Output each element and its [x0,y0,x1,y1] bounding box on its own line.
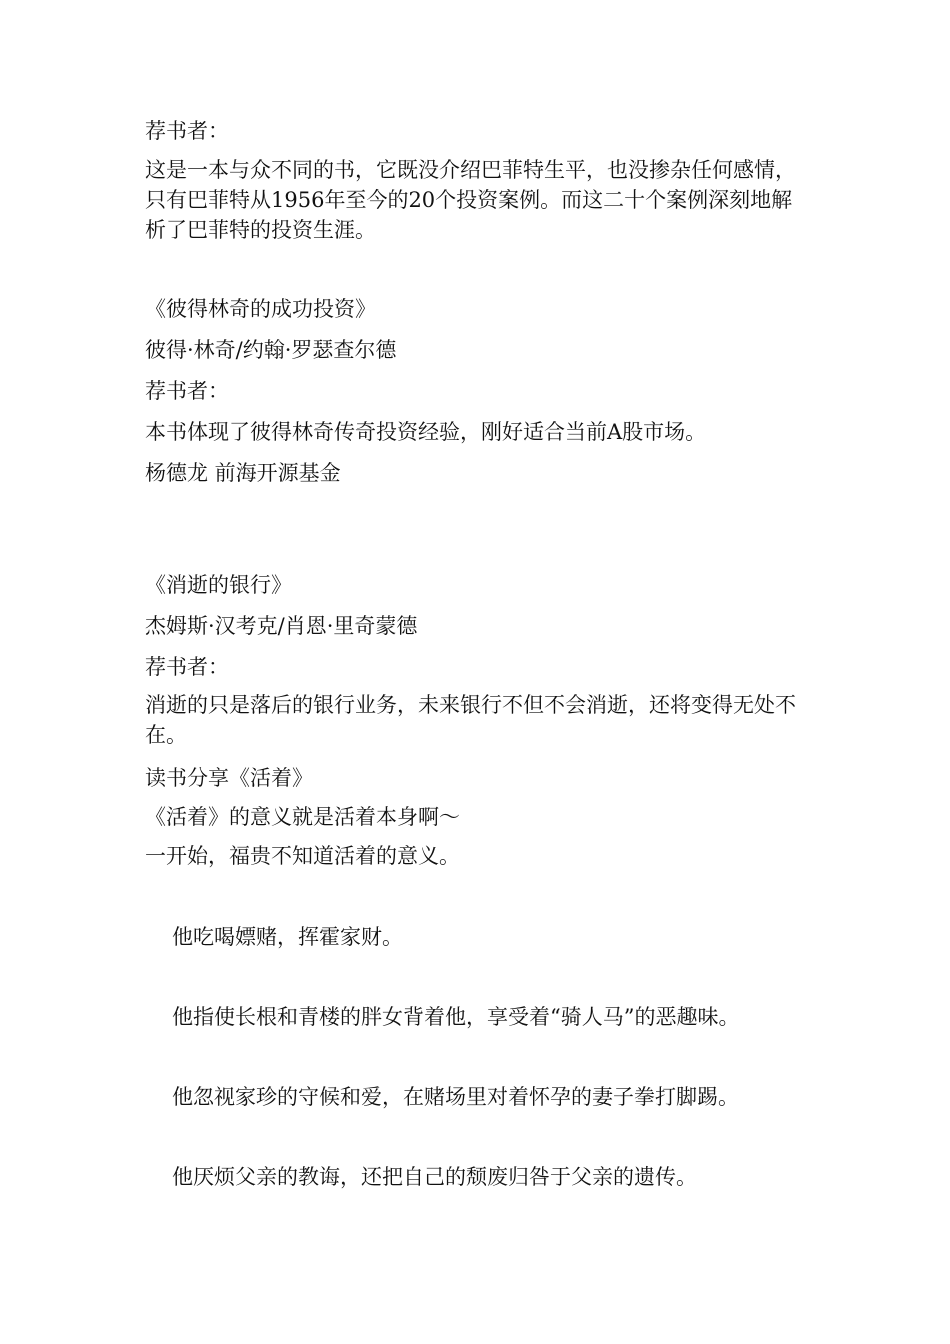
paragraph-text: 《活着》的意义就是活着本身啊～ [145,805,460,829]
recommender-name: 杨德龙 前海开源基金 [145,461,341,485]
book-recommendation: 消逝的只是落后的银行业务，未来银行不但不会消逝，还将变得无处不在。 [145,693,796,747]
book-title: 《彼得林奇的成功投资》 [145,297,376,321]
paragraph-text: 他忽视家珍的守候和爱，在赌场里对着怀孕的妻子拳打脚踢。 [172,1085,739,1109]
book-recommendation: 本书体现了彼得林奇传奇投资经验，刚好适合当前A股市场。 [145,420,707,444]
recommender-label: 荐书者： [145,379,229,403]
section-heading: 读书分享《活着》 [145,766,313,790]
paragraph-text: 一开始，福贵不知道活着的意义。 [145,844,460,868]
recommender-label: 荐书者： [145,119,229,143]
book-intro-paragraph: 这是一本与众不同的书，它既没介绍巴菲特生平，也没掺杂任何感情，只有巴菲特从1956年至今的20个投资案例。而这二十个案例深刻地解析了巴菲特的投资生涯。 [145,158,796,242]
book-authors: 彼得·林奇/约翰·罗瑟查尔德 [145,338,397,362]
paragraph-text: 他吃喝嫖赌，挥霍家财。 [172,925,403,949]
paragraph-text: 他指使长根和青楼的胖女背着他，享受着“骑人马”的恶趣味。 [172,1005,740,1029]
paragraph-text: 他厌烦父亲的教诲，还把自己的颓废归咎于父亲的遗传。 [172,1165,697,1189]
book-title: 《消逝的银行》 [145,573,292,597]
book-authors: 杰姆斯·汉考克/肖恩·里奇蒙德 [145,614,418,638]
recommender-label: 荐书者： [145,655,229,679]
